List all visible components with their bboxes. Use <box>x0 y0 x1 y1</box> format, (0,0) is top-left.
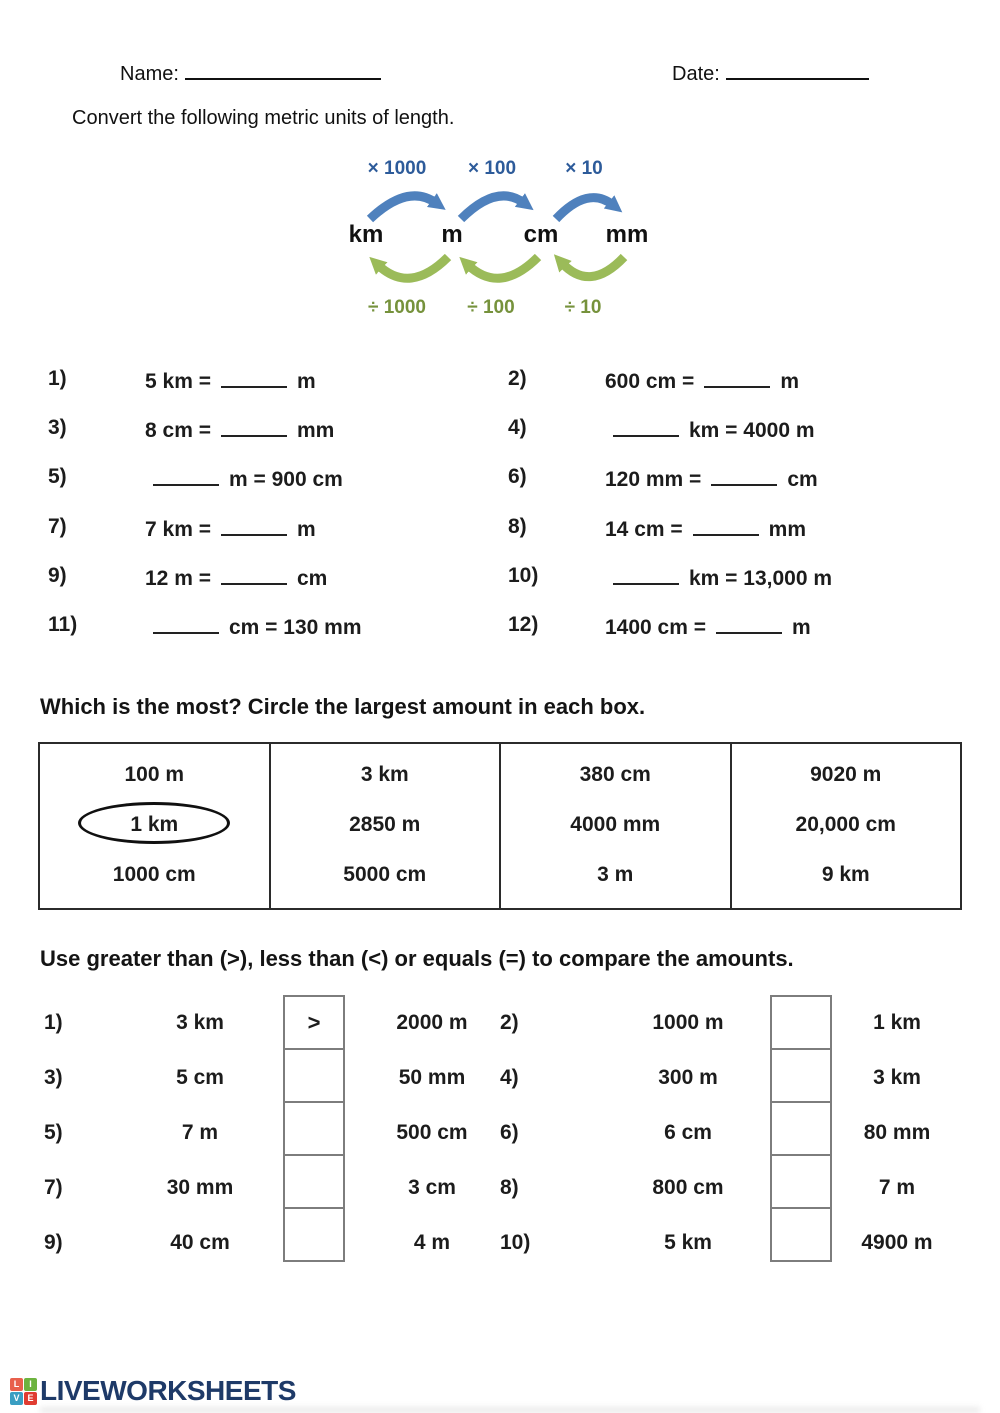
comparison-left-value: 300 m <box>658 1066 718 1089</box>
comparison-rows <box>0 995 1000 1270</box>
conversion-problems-grid <box>48 354 960 650</box>
multiply-arrows <box>370 196 613 219</box>
answer-blank[interactable] <box>716 610 782 634</box>
comparison-right-value: 2000 m <box>396 1011 468 1034</box>
table-amount[interactable]: 3 m <box>597 863 634 886</box>
problem-text-after: mm <box>768 517 807 541</box>
liveworksheets-logo-text: LIVEWORKSHEETS <box>40 1375 296 1406</box>
problem-text-before: 14 cm = <box>605 517 683 541</box>
problem-expression <box>145 364 316 394</box>
date-label: Date: <box>672 63 720 85</box>
comparison-row <box>0 995 1000 1050</box>
problem-number: 12) <box>508 613 539 637</box>
problem-expression <box>145 561 327 591</box>
problem-text-after: m <box>296 369 316 393</box>
metric-conversion-diagram <box>330 155 670 330</box>
comparison-number-left: 5) <box>44 1121 63 1144</box>
conversion-problem <box>48 453 508 502</box>
answer-blank[interactable] <box>221 364 287 388</box>
name-label: Name: <box>120 63 179 85</box>
answer-box-strip-left <box>283 995 345 1262</box>
divide-label-10: ÷ 10 <box>564 297 602 318</box>
comparison-right-value: 4900 m <box>861 1231 933 1254</box>
problem-text-before: 8 cm = <box>145 418 211 442</box>
multiply-label-10: × 10 <box>565 158 603 179</box>
comparison-number-left: 3) <box>44 1066 63 1089</box>
liveworksheets-logo <box>10 1375 296 1407</box>
problem-text-before: 5 km = <box>145 369 211 393</box>
conversion-problem <box>48 552 508 601</box>
table-column <box>271 744 502 908</box>
conversion-problem <box>48 403 508 452</box>
conversion-problem <box>508 552 960 601</box>
unit-m: m <box>441 221 463 248</box>
comparison-number-left: 1) <box>44 1011 63 1034</box>
conversion-problem <box>508 502 960 551</box>
answer-blank[interactable] <box>221 413 287 437</box>
multiply-label-100: × 100 <box>467 158 517 179</box>
problem-expression <box>605 462 818 492</box>
comparison-number-left: 9) <box>44 1231 63 1254</box>
answer-blank[interactable] <box>711 462 777 486</box>
comparison-right-value: 80 mm <box>863 1121 931 1144</box>
problem-expression <box>145 462 343 492</box>
problem-number: 6) <box>508 465 527 489</box>
answer-blank[interactable] <box>613 413 679 437</box>
comparison-answer-box[interactable] <box>283 1101 345 1156</box>
compare-section-heading: Use greater than (>), less than (<) or equals (=) to compare the amounts. <box>40 946 794 971</box>
comparison-right-value: 3 km <box>873 1066 921 1089</box>
problem-expression <box>605 413 815 443</box>
problem-text-after: m <box>780 369 800 393</box>
comparison-answer-box[interactable] <box>283 1048 345 1103</box>
problem-text-after: m <box>792 616 811 640</box>
scan-artifact <box>40 1407 980 1413</box>
liveworksheets-logo-icon <box>10 1378 37 1405</box>
problem-expression <box>605 512 806 542</box>
problem-number: 9) <box>48 564 67 588</box>
comparison-answer-box[interactable] <box>770 1207 832 1262</box>
answer-blank[interactable] <box>704 364 770 388</box>
table-column <box>40 744 271 908</box>
date-input-line[interactable] <box>726 60 869 80</box>
comparison-answer-box[interactable] <box>770 1101 832 1156</box>
conversion-problem <box>508 601 960 650</box>
answer-box-strip-right <box>770 995 832 1262</box>
comparison-left-value: 3 km <box>176 1011 224 1034</box>
table-amount[interactable]: 9020 m <box>810 763 882 786</box>
comparison-left-value: 30 mm <box>166 1176 234 1199</box>
comparison-number-right: 8) <box>500 1176 519 1199</box>
comparison-right-value: 4 m <box>413 1231 451 1254</box>
comparison-right-value: 7 m <box>878 1176 916 1199</box>
largest-amount-table <box>38 742 962 910</box>
table-amount[interactable]: 20,000 cm <box>795 813 896 836</box>
circled-answer: 1 km <box>78 802 230 844</box>
divide-label-1000: ÷ 1000 <box>368 297 426 318</box>
table-column <box>501 744 732 908</box>
problem-text-before: 1400 cm = <box>605 616 707 640</box>
logo-square-v: V <box>10 1392 23 1405</box>
unit-mm: mm <box>605 221 649 248</box>
problem-expression <box>605 610 811 640</box>
table-amount[interactable]: 4000 mm <box>570 813 661 836</box>
comparison-left-value: 6 cm <box>664 1121 712 1144</box>
comparison-row <box>0 1050 1000 1105</box>
problem-expression <box>145 413 334 443</box>
conversion-problem <box>508 453 960 502</box>
divide-label-100: ÷ 100 <box>467 297 515 318</box>
problem-number: 3) <box>48 415 67 439</box>
conversion-problem <box>48 601 508 650</box>
answer-blank[interactable] <box>153 462 219 486</box>
problem-text-after: mm <box>296 418 335 442</box>
problem-text-before: 600 cm = <box>605 369 695 393</box>
comparison-left-value: 40 cm <box>170 1231 230 1254</box>
table-amount[interactable]: 2850 m <box>349 813 421 836</box>
comparison-answer-box[interactable] <box>770 995 832 1050</box>
comparison-right-value: 500 cm <box>396 1121 468 1144</box>
comparison-answer-box[interactable] <box>283 1207 345 1262</box>
problem-text-after: km = 4000 m <box>689 418 815 442</box>
unit-km: km <box>348 221 384 248</box>
conversion-problem <box>508 354 960 403</box>
conversion-problem <box>48 354 508 403</box>
problem-text-before: 120 mm = <box>605 468 702 492</box>
comparison-answer-box[interactable]: > <box>283 995 345 1050</box>
conversion-problem <box>48 502 508 551</box>
table-amount[interactable]: 5000 cm <box>343 863 427 886</box>
logo-square-e: E <box>24 1392 37 1405</box>
problem-number: 5) <box>48 465 67 489</box>
comparison-answer-box[interactable] <box>283 1154 345 1209</box>
problem-number: 7) <box>48 514 67 538</box>
problem-text-after: m = 900 cm <box>229 468 343 492</box>
problem-text-after: cm = 130 mm <box>229 616 362 640</box>
problem-expression <box>145 512 316 542</box>
problem-number: 8) <box>508 514 527 538</box>
problem-number: 10) <box>508 564 539 588</box>
answer-blank[interactable] <box>153 610 219 634</box>
comparison-number-right: 2) <box>500 1011 519 1034</box>
logo-square-i: I <box>24 1378 37 1391</box>
comparison-right-value: 50 mm <box>398 1066 466 1089</box>
logo-square-l: L <box>10 1378 23 1391</box>
problem-expression <box>605 561 832 591</box>
problem-number: 11) <box>48 613 78 637</box>
answer-blank[interactable] <box>613 561 679 585</box>
problem-text-before: 7 km = <box>145 517 211 541</box>
comparison-left-value: 5 cm <box>176 1066 224 1089</box>
comparison-number-right: 6) <box>500 1121 519 1144</box>
comparison-row <box>0 1215 1000 1270</box>
problem-text-after: cm <box>296 567 328 591</box>
problem-expression <box>145 610 362 640</box>
table-column <box>732 744 961 908</box>
answer-blank[interactable] <box>221 512 287 536</box>
comparison-number-right: 4) <box>500 1066 519 1089</box>
problem-number: 2) <box>508 366 527 390</box>
comparison-left-value: 1000 m <box>652 1011 724 1034</box>
table-amount[interactable]: 380 cm <box>579 763 651 786</box>
problem-text-before: 12 m = <box>145 567 211 591</box>
largest-section-heading: Which is the most? Circle the largest amount in each box. <box>40 694 646 719</box>
problem-text-after: cm <box>787 468 818 492</box>
unit-cm: cm <box>523 221 559 248</box>
name-input-line[interactable] <box>185 60 381 80</box>
comparison-right-value: 3 cm <box>408 1176 456 1199</box>
date-line <box>672 60 869 86</box>
multiply-label-1000: × 1000 <box>367 158 427 179</box>
comparison-left-value: 800 cm <box>652 1176 724 1199</box>
comparison-number-left: 7) <box>44 1176 63 1199</box>
comparison-left-value: 5 km <box>664 1231 712 1254</box>
problem-number: 4) <box>508 415 527 439</box>
comparison-row <box>0 1105 1000 1160</box>
name-line <box>120 60 381 86</box>
comparison-number-right: 10) <box>500 1231 531 1254</box>
problem-text-after: km = 13,000 m <box>689 567 833 591</box>
comparison-left-value: 7 m <box>181 1121 219 1144</box>
divide-arrows <box>378 257 624 278</box>
table-amount[interactable]: 100 m <box>124 763 185 786</box>
table-amount[interactable]: 1000 cm <box>112 863 196 886</box>
table-amount[interactable]: 3 km <box>360 763 409 786</box>
table-amount[interactable]: 9 km <box>821 863 870 886</box>
comparison-answer-box[interactable] <box>770 1154 832 1209</box>
problem-number: 1) <box>48 366 67 390</box>
conversion-problem <box>508 403 960 452</box>
problem-text-after: m <box>296 517 316 541</box>
convert-section-heading: Convert the following metric units of length. <box>72 107 455 129</box>
comparison-right-value: 1 km <box>873 1011 921 1034</box>
answer-blank[interactable] <box>221 561 287 585</box>
table-amount[interactable] <box>40 800 269 850</box>
comparison-answer-box[interactable] <box>770 1048 832 1103</box>
answer-blank[interactable] <box>693 512 759 536</box>
problem-expression <box>605 364 799 394</box>
comparison-row <box>0 1160 1000 1215</box>
